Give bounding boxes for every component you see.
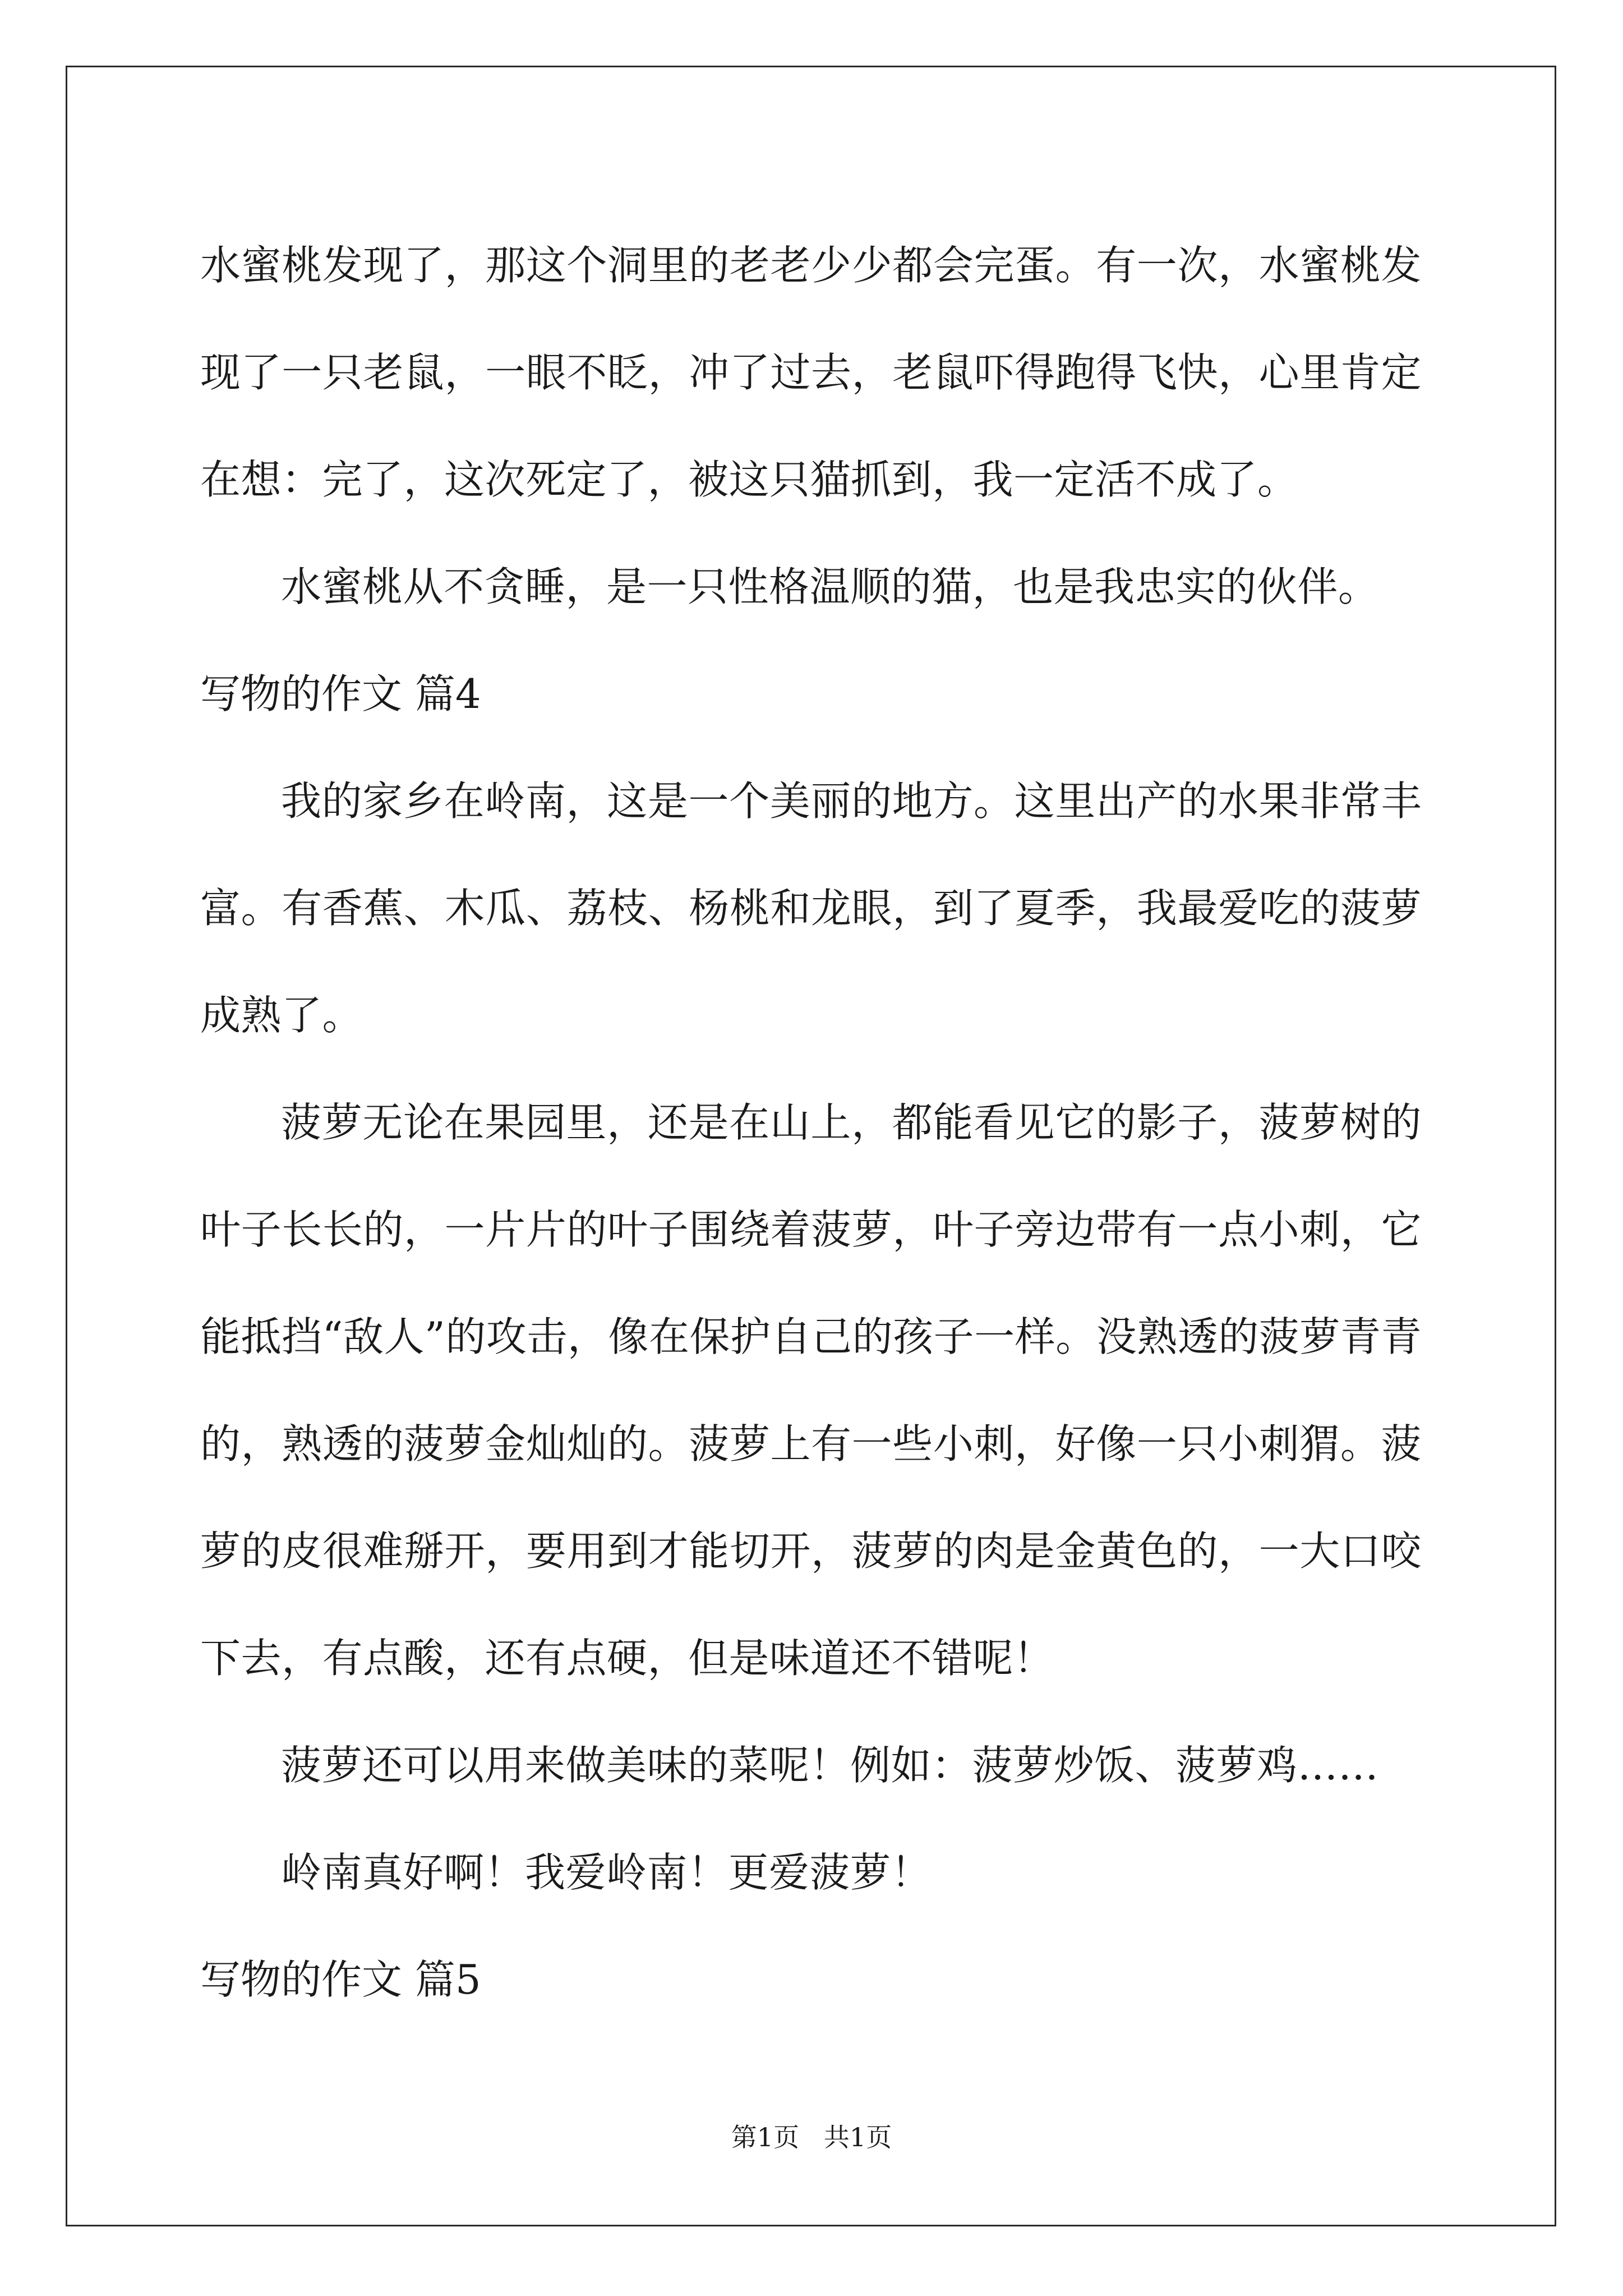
section-heading: 写物的作文 篇5: [200, 1956, 481, 2003]
paragraph: 水蜜桃从不贪睡，是一只性格温顺的猫，也是我忠实的伙伴。: [281, 563, 1379, 610]
document-body: [200, 212, 1422, 2033]
page-number-footer: 第1页 共1页: [731, 2122, 892, 2152]
section-heading: 写物的作文 篇4: [200, 670, 481, 717]
paragraph: 菠萝无论在果园里，还是在山上，都能看见它的影子，菠萝树的叶子长长的，一片片的叶子围绕着菠萝，叶子旁边带有一点小刺，它能抵挡“敌人”的攻击，像在保护自己的孩子一样。没熟透的菠萝青青的，熟透的菠萝金灿灿的。菠萝上有一些小刺，好像一只小刺猬。菠萝的皮很难掰开，要用到才能切开，菠萝的肉是金黄色的，一大口咬下去，有点酸，还有点硬，但是味道还不错呢！: [200, 1099, 1422, 1682]
paragraph: 岭南真好啊！我爱岭南！更爱菠萝！: [281, 1849, 932, 1896]
paragraph: 水蜜桃发现了，那这个洞里的老老少少都会完蛋。有一次，水蜜桃发现了一只老鼠，一眼不眨，冲了过去，老鼠吓得跑得飞快，心里肯定在想：完了，这次死定了，被这只猫抓到，我一定活不成了。: [200, 242, 1422, 503]
paragraph: 我的家乡在岭南，这是一个美丽的地方。这里出产的水果非常丰富。有香蕉、木瓜、荔枝、杨桃和龙眼，到了夏季，我最爱吃的菠萝成熟了。: [200, 777, 1422, 1039]
paragraph: 菠萝还可以用来做美味的菜呢！例如：菠萝炒饭、菠萝鸡……: [281, 1742, 1379, 1789]
